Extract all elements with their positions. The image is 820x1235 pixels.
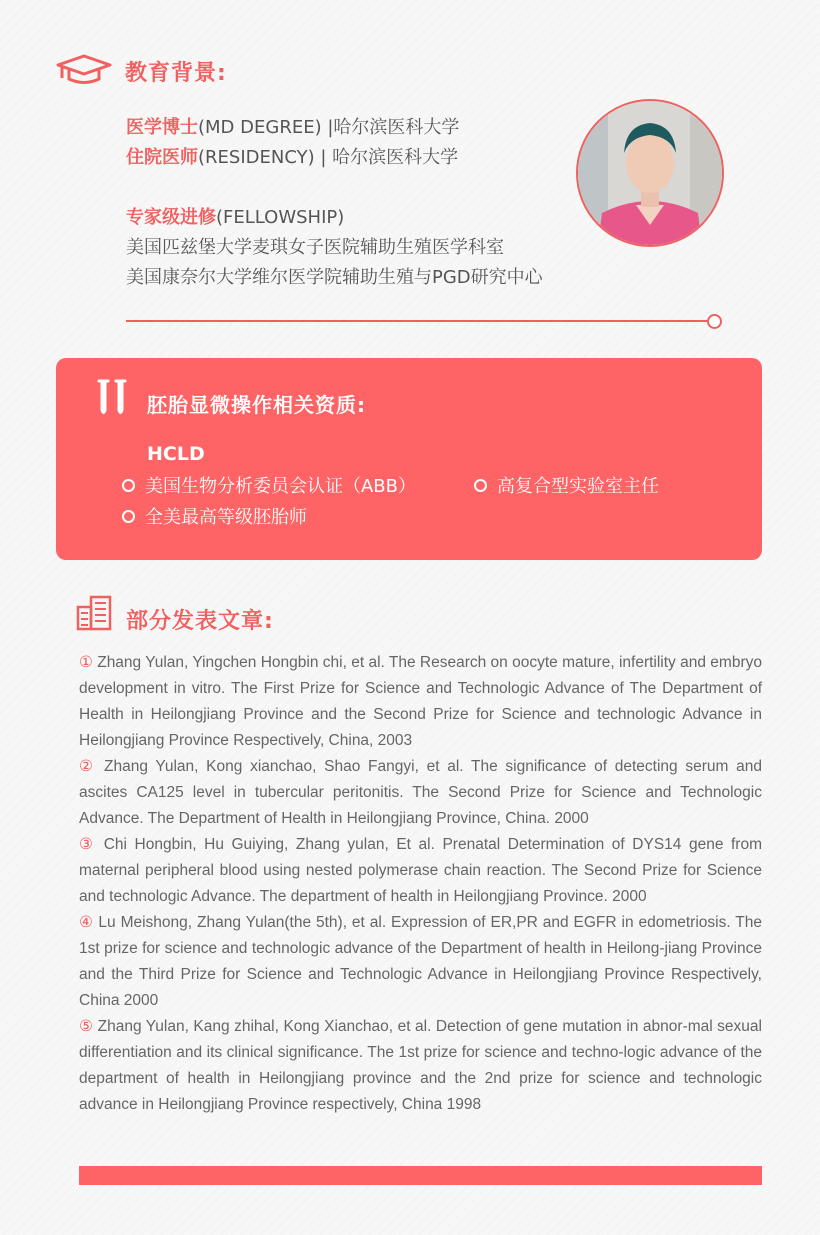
hcld-heading: HCLD xyxy=(147,443,205,465)
education-title: 教育背景: xyxy=(125,61,227,86)
qualification-item: 美国生物分析委员会认证（ABB） xyxy=(122,472,416,498)
publication-item: ② Zhang Yulan, Kong xianchao, Shao Fangyi, et al. The significance of detecting serum and ascites CA125 level in tubercular peritonitis. The Second Prize for Science and Technologic Advance. The Department of Health in Heilongjiang Province, China. 2000 xyxy=(79,758,762,827)
education-fellowship-pittsburgh: 美国匹兹堡大学麦琪女子医院辅助生殖医学科室 xyxy=(126,237,504,258)
publication-item: ⑤ Zhang Yulan, Kang zhihal, Kong Xianchao, et al. Detection of gene mutation in abnor-mal sexual differentiation and its clinical significance. The 1st prize for science and techno-logic advance of the department of health in Heilongjiang province and the 2nd prize for science and technologic advance in Heilongjiang Province respectively, China 1998 xyxy=(79,1018,762,1113)
test-tubes-icon xyxy=(94,378,130,418)
footer-bar xyxy=(79,1166,762,1185)
building-icon xyxy=(76,595,112,631)
education-fellowship: 专家级进修(FELLOWSHIP) xyxy=(126,207,345,228)
education-residency: 住院医师(RESIDENCY) | 哈尔滨医科大学 xyxy=(126,147,459,168)
publication-item: ③ Chi Hongbin, Hu Guiying, Zhang yulan, Et al. Prenatal Determination of DYS14 gene from maternal peripheral blood using nested polymerase chain reaction. The Second Prize for Science and technologic Advance. The department of health in Heilongjiang Province. 2000 xyxy=(79,836,762,905)
publications-list xyxy=(79,650,762,1118)
section-divider xyxy=(126,320,708,322)
education-fellowship-cornell: 美国康奈尔大学维尔医学院辅助生殖与PGD研究中心 xyxy=(126,267,543,288)
qualification-item: 全美最高等级胚胎师 xyxy=(122,503,307,529)
qualification-item: 高复合型实验室主任 xyxy=(474,472,659,498)
publications-title: 部分发表文章: xyxy=(126,609,274,634)
ring-bullet-icon xyxy=(122,479,135,492)
ring-bullet-icon xyxy=(122,510,135,523)
divider-end-dot xyxy=(707,314,722,329)
doctor-portrait xyxy=(576,99,724,247)
qualifications-title: 胚胎显微操作相关资质: xyxy=(147,393,366,417)
graduation-cap-icon xyxy=(56,54,112,86)
publication-item: ① Zhang Yulan, Yingchen Hongbin chi, et al. The Research on oocyte mature, infertility and embryo development in vitro. The First Prize for Science and Technologic Advance of The Department of Health in Heilongjiang Province and the Second Prize for Science and technologic Advance in Heilongjiang Province Respectively, China, 2003 xyxy=(79,654,762,749)
education-md: 医学博士(MD DEGREE) |哈尔滨医科大学 xyxy=(126,117,460,138)
ring-bullet-icon xyxy=(474,479,487,492)
publication-item: ④ Lu Meishong, Zhang Yulan(the 5th), et al. Expression of ER,PR and EGFR in edometriosis. The 1st prize for science and technologic advance of the Department of health in Heilong-jiang Province and the Third Prize for Science and Technologic Advance in Heilongjiang Province Respectively, China 2000 xyxy=(79,914,762,1009)
